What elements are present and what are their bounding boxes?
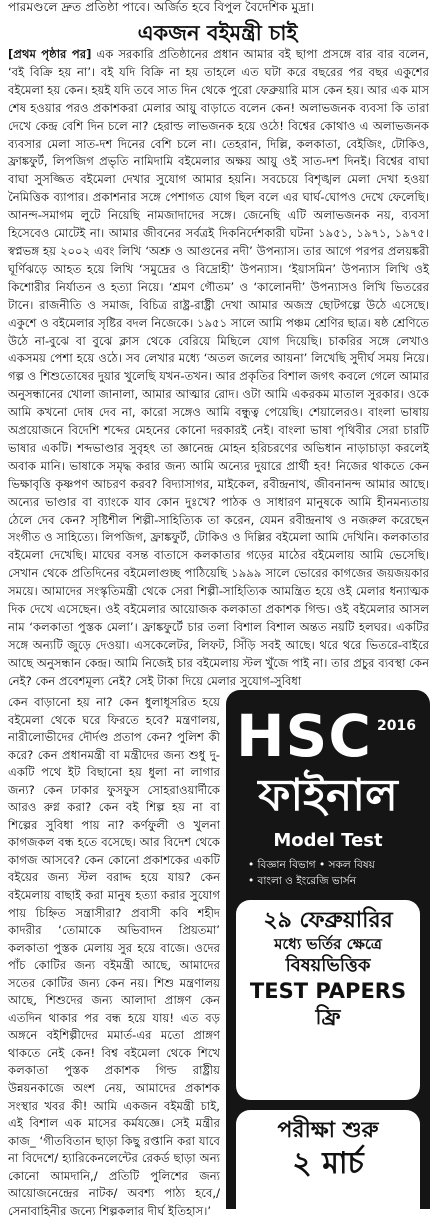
ad-brand: HSC — [236, 702, 372, 770]
article-paragraph — [8, 46, 429, 691]
ad-exam-box — [236, 1110, 420, 1209]
offer-text: মধ্যে ভর্তির ক্ষেত্রে — [274, 935, 382, 953]
paragraph-text: কেন বাড়ানো হয় না? কেন ধুলাধূসরিত হয়ে বইমেলা থেকে ঘরে ফিরতে হবে? মন্ত্রণালয়, নারীলোভীদের দৌর্দণ্ড প্রতাপ কেন? পুলিশ কী করে? কেন প্রধানমন্ত্রী বা মন্ত্রীদের জন্য শুধু দু-একটি পথে ইট বিছানো হয় ধুলা না লাগার জন্য? কেন ঢাকার ফুসফুস সোহরাওয়ার্দীকে আরও রুগ্ন করা? কেন বই শিল্প হয় না বা শিল্পের সুবিধা পায় না? কর্ণফুলী ও খুলনা কাগজকল বন্ধ হতে বসেছে। আর বিদেশ থেকে কাগজ আসবে? কেন কোনো প্রকাশকের একটি বইয়ের জন্য স্টল বরাদ্দ হয়ে যায়? কেন বইমেলায় বাছাই করা মানুষ হত্যা করার সুযোগ পায় চিহ্নিত সন্ত্রাসীরা? প্রবাসী কবি শহীদ কাদরীর ‘তোমাকে অভিবাদন প্রিয়তমা’ কলকাতা পুস্তক মেলায় সুর হয়ে বাজে। ওদের পাঁচ কোটির জন্য বইমন্ত্রী আছে, আমাদের সতের কোটির জন্য কেন নয়। শিশু মন্ত্রণালয় আছে, শিশুদের জন্য আলাদা প্রাঙ্গণ কেন এতদিন থাকার পর বন্ধ হয়ে যায়! এত বড় অঙ্গনে বইশিল্পীদের মমার্ত-এর মতো প্রাঙ্গণ থাকতে নেই কেন! বিশ্ব বইমেলা থেকে শিখে কলকাতা পুস্তক প্রকাশক গিল্ড রাষ্ট্রীয় উন্নয়নকাজে অংশ নেয়, আমাদের প্রকাশক সংস্থার খবর কী! আমি একজন বইমন্ত্রী চাই, এই বিশাল এক মাসের কর্মযজ্ঞে। সেই মন্ত্রীর কাজ_ ‘গীতবিতান ছাড়া কিছু রপ্তানি করা যাবে না বিদেশে/ হ্যারিকেনলেন্টের রেকর্ড ছাড়া অন্য কোনো আমদানি,/ প্রতিটি পুলিশের জন্য আয়োজনেন্দ্রের নাটক/ অবশ্য পাঠ্য হবে,/সেনাবাহিনীর জন্যে শিল্পকলার দীর্ঘ ইতিহাস।’ — [8, 695, 220, 1218]
ad-bullet: • বাংলা ও ইংরেজি ভার্সন — [248, 875, 356, 887]
offer-text: ফ্রি — [315, 1005, 341, 1029]
ad-subtitle: Model Test — [273, 830, 383, 851]
paragraph-text: এক সরকারি প্রতিষ্ঠানের প্রধান আমার বই ছাপা প্রসঙ্গে বার বার বলেন, ‘বই বিক্রি হয় না’। বই যদি বিক্রি না হয় তাহলে এত ঘটা করে বছরের পর বছর একুশের বইমেলা হয় কেন। হয়ই যদি তবে সাত দিন থেকে পুরো ফেব্রুয়ারি মাস কেন হয়। আর এক মাস শেষ হওয়ার পরও প্রকাশকরা মেলার আয়ু বাড়াতে বলেন কেন! অলাভজনক ব্যবসা কি তারা দেখে কেন্দ্র বেশি দিন চলে না? হেরাল্ড লাভজনক হয়ে ওঠে! বিশ্বের কোথাও এ অলাভজনক ব্যবসার মেলা সাত-দশ দিনের বেশি চলে না। তেহরান, দিল্লি, কলকাতা, বেইজিং, টোকিও, ফ্রাঙ্কফুর্ট, লিপজিগ প্রভৃতি নামিদামি বইমেলার অক্ষয় আয়ু ওই সাত-দশ দিনই। বিশ্বের বাঘা বাঘা সুসজ্জিত বইমেলা দেখার সুযোগ আমার হয়নি। সবচেয়ে বিশৃঙ্খল মেলা দেখা হওয়া নৈমিত্তিক ব্যাপার। প্রকাশনার সঙ্গে পেশাগত যোগ ছিল বলে এর ঘার্ঘ-ঘোপও দেখে ফেলেছি। আনন্দ-সমাগম লুটে নিয়েছি নামজাদাদের সঙ্গে। জেনেছি এটি অলাভজনক নয়, ব্যবসা হিসেবেও মোটেই না। আমার জীবনের সর্বত্রই দিকনির্দেশকারী ঘটনা ১৯৫১, ১৯৭১, ১৯৭৫। স্বপ্নভঙ্গ হয় ২০০২ এবং লিখি ‘অশ্রু ও আগুনের নদী’ উপন্যাস। তার আগে পরপর প্রলয়ঙ্করী ঘূর্ণিঝড়ে আহত হয়ে লিখি ‘সমুদ্রের ও বিদ্রোহী’ উপন্যাস। ‘ইয়াসমিন’ উপন্যাস লিখি ওই কিশোরীর নির্যাতন ও হত্যা নিয়ে। ‘শ্রমণ গৌতম’ ও ‘কালোনদী’ উপন্যাসও লিখি ভিতরের টানে। রাজনীতি ও সমাজ, বিচিত্র রাষ্ট্র-রাষ্ট্রী দেখা আমার অজস্র ছোটগল্পে উঠে এসেছে। একুশে ও বইমেলার সৃষ্টির বদল নিজেকে। ১৯৫১ সালে আমি পঞ্চম শ্রেণির ছাত্র। ষষ্ঠ শ্রেণিতে উঠে না-বুঝে বা বুঝে ক্লাস থেকে বেরিয়ে মিছিলে যোগ দিয়েছি। চাকরির সঙ্গে লেখাও একসময় পেশা হয়ে ওঠে। সব লেখার মধ্যে ‘অতল জলের আয়না’ লিখেছি সুদীর্ঘ সময় নিয়ে। গল্প ও শিশুতোষের দুয়ার খুলেছি যখন-তখন। আর প্রকৃতির বিশাল জগৎ কবলে গেলে আমার অনুসন্ধানের খোলা জানালা, আমার আত্মার রোদ। ওটা আমি একরকম মাতাল সুরকার। ওকে আমি কখনো দোষ দেব না, কারো সঙ্গেও আমি বন্ধুত্ব পেয়েছি। শেয়ালেরও। বাংলা ভাষায় অপ্রয়োজনে বিদেশি শব্দের মেহনের কোনো দরকারই নেই। বাংলা ভাষা পৃথিবীর সেরা চারটি ভাষার একটি। শব্দভাণ্ডার সুবৃহৎ তা জ্ঞানেন্দ্র মোহন হরিচরণের অভিধান নাড়াচাড়া করলেই অবাক মানি। ভাষাকে সমৃদ্ধ করার জন্য আমি অন্যের দুয়ারে প্রার্থী হব! নিজের থাকতে কেন ভিক্ষাবৃত্তি কৃষ্ণপণ আচরণ করব? বিদ্যাসাগর, মাইকেল, রবীন্দ্রনাথ, জীবনানন্দ আমার আছে। অন্যের ভাণ্ডার বা ব্যাংকে যাব কোন দুঃখে? পাঠক ও সাধারণ মানুষকে আমি হীনমন্যতায় ঠেলে দেব কেন? সৃষ্টিশীল শিল্পী-সাহিত্যিক তা করেন, যেমন রবীন্দ্রনাথ ও নজরুল করেছেন সংগীত ও সাহিত্যে। লিপজিগ, ফ্রাঙ্কফুর্ট, টোকিও ও দিল্লির বইমেলা আমি দেখিনি। কলকাতার বইমেলা দেখেছি। মাঘের বসন্ত বাতাসে কলকাতার গড়ের মাঠের বইমেলায় আমি ভেসেছি। সেখান থেকে প্রতিদিনের বইমেলাগুচ্ছ পাঠিয়েছি ১৯৯৯ সালে ভোরের কাগজের জয়জয়কার সময়ে। আমাদের সংস্কৃতিমন্ত্রী থেকে সেরা শিল্পী-সাহিত্যিক আমন্ত্রিত হয়ে ওই মেলার ধন্যাত্মক দিক দেখে এসেছেন। ওই বইমেলার আয়োজক কলকাতা প্রকাশক গিল্ড। ওই বইমেলার আসল নাম ‘কলকাতা পুস্তক মেলা’। ফ্রাঙ্কফুর্টে চার তলা বিশাল বিশাল অন্তত নয়টি হলঘর। একটির সঙ্গে অন্যটি জুড়ে দেওয়া। এসকেলেটর, লিফট, সিঁড়ি সবই আছে। থরে থরে ভিতরে-বাইরে আছে অনুসন্ধান কেন্দ্র। আমি নিজেই চার বইমেলায় স্টল খুঁজে পাই না। তার প্রচুর ব্যবস্থা কেন নেই? কেন প্রবেশমূল্য নেই? সেই টাকা দিয়ে মেলার সুযোগ-সুবিধা — [8, 47, 429, 688]
ad-bullet: • বিজ্ঞান বিভাগ • সকল বিষয় — [248, 859, 375, 871]
ad-year: 2016 — [377, 718, 416, 734]
article-headline: একজন বইমন্ত্রী চাই — [137, 21, 298, 45]
article-body-left-column — [8, 694, 220, 1220]
offer-text: বিষয়ভিত্তিক — [285, 955, 371, 976]
exam-start-date: ২ মার্চ — [292, 1146, 364, 1181]
hsc-model-test-advertisement — [226, 690, 430, 1209]
continuation-label: [প্রথম পৃষ্ঠার পর] — [8, 47, 92, 61]
exam-start-label: পরীক্ষা শুরু — [277, 1118, 379, 1143]
ad-title: ফাইনাল — [258, 770, 398, 821]
ad-offer-box — [236, 900, 420, 1100]
offer-deadline: ২৯ ফেব্রুয়ারির — [263, 908, 393, 933]
previous-article-tail: পারমণ্ডলে দ্রুত প্রতিষ্ঠা পাবে। অর্জিত হবে বিপুল বৈদেশিক মুদ্রা। — [8, 0, 315, 14]
article-body-full-width — [8, 46, 429, 691]
offer-text: TEST PAPERS — [249, 979, 407, 1003]
